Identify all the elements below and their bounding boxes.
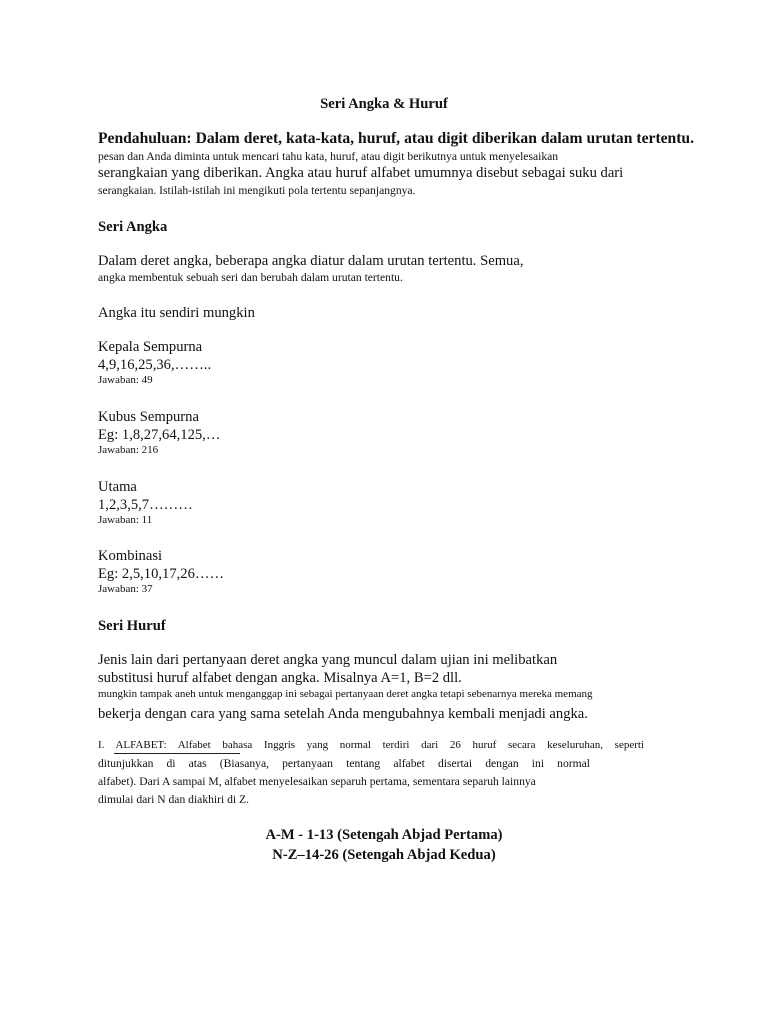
series-item-sequence: Eg: 1,8,27,64,125,… bbox=[98, 427, 221, 443]
seri-angka-para-line-1: Dalam deret angka, beberapa angka diatur dalam urutan tertentu. Semua, bbox=[98, 253, 524, 269]
seri-angka-subheading: Angka itu sendiri mungkin bbox=[98, 305, 255, 321]
series-item-name: Kombinasi bbox=[98, 548, 163, 564]
alfabet-line-1: I. ALFABET: Alfabet bahasa Inggris yang normal terdiri dari 26 huruf secara keseluruhan, seperti bbox=[98, 739, 644, 751]
alfabet-underline bbox=[114, 753, 240, 754]
alfabet-line-4: dimulai dari N dan diakhiri di Z. bbox=[98, 793, 250, 806]
series-item-name: Kepala Sempurna bbox=[98, 339, 203, 355]
alfabet-line-3: alfabet). Dari A sampai M, alfabet menyelesaikan separuh pertama, sementara separuh lainnya bbox=[98, 775, 536, 788]
series-item-answer: Jawaban: 49 bbox=[98, 374, 153, 386]
series-item-answer: Jawaban: 37 bbox=[98, 583, 153, 595]
section-heading-seri-angka: Seri Angka bbox=[98, 219, 168, 235]
alfabet-line-2: ditunjukkan di atas (Biasanya, pertanyaan tentang alfabet disertai dengan ini normal bbox=[98, 757, 590, 770]
page-title: Seri Angka & Huruf bbox=[320, 96, 448, 112]
series-item-name: Kubus Sempurna bbox=[98, 409, 199, 425]
series-item-answer: Jawaban: 11 bbox=[98, 514, 153, 526]
alphabet-second-half: N-Z–14-26 (Setengah Abjad Kedua) bbox=[272, 847, 496, 863]
alphabet-first-half: A-M - 1-13 (Setengah Abjad Pertama) bbox=[265, 827, 503, 843]
seri-huruf-line-4: bekerja dengan cara yang sama setelah Anda mengubahnya kembali menjadi angka. bbox=[98, 706, 588, 722]
seri-angka-para-line-2: angka membentuk sebuah seri dan berubah dalam urutan tertentu. bbox=[98, 271, 403, 284]
seri-huruf-line-2: substitusi huruf alfabet dengan angka. Misalnya A=1, B=2 dll. bbox=[98, 670, 462, 686]
series-item-answer: Jawaban: 216 bbox=[98, 444, 159, 456]
seri-huruf-line-1: Jenis lain dari pertanyaan deret angka yang muncul dalam ujian ini melibatkan bbox=[98, 652, 558, 668]
intro-line-1: Pendahuluan: Dalam deret, kata-kata, huruf, atau digit diberikan dalam urutan tertentu. bbox=[98, 130, 694, 147]
series-item-name: Utama bbox=[98, 479, 137, 495]
intro-line-3: serangkaian yang diberikan. Angka atau huruf alfabet umumnya disebut sebagai suku dari bbox=[98, 165, 624, 181]
series-item-sequence: 1,2,3,5,7……… bbox=[98, 497, 193, 513]
intro-line-4: serangkaian. Istilah-istilah ini mengikuti pola tertentu sepanjangnya. bbox=[98, 184, 416, 197]
section-heading-seri-huruf: Seri Huruf bbox=[98, 618, 166, 634]
series-item-sequence: 4,9,16,25,36,…….. bbox=[98, 357, 212, 373]
series-item-sequence: Eg: 2,5,10,17,26…… bbox=[98, 566, 225, 582]
intro-line-2: pesan dan Anda diminta untuk mencari tahu kata, huruf, atau digit berikutnya untuk menyelesaikan bbox=[98, 150, 559, 163]
seri-huruf-line-3: mungkin tampak aneh untuk menganggap ini sebagai pertanyaan deret angka tetapi sebenarnya mereka memang bbox=[98, 688, 593, 700]
